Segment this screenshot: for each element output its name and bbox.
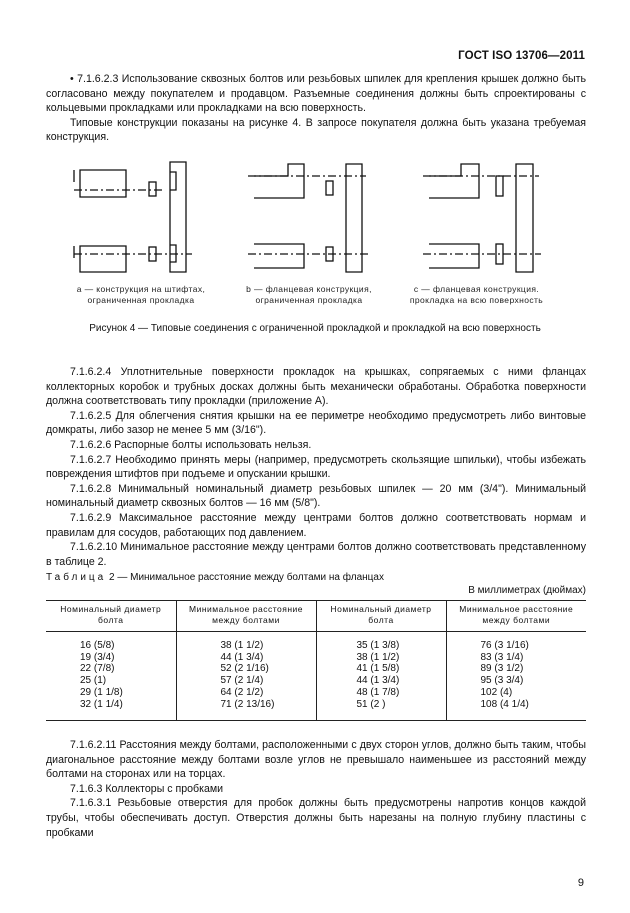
table-cell: 38 (1 1/2) xyxy=(356,651,400,663)
table-cell: 108 (4 1/4) xyxy=(480,698,529,710)
paragraph: 7.1.6.3 Коллекторы с пробками xyxy=(70,782,224,795)
table-cell: 64 (2 1/2) xyxy=(220,686,264,698)
paragraph: 7.1.6.2.6 Распорные болты использовать нельзя. xyxy=(70,438,312,451)
paragraph: 7.1.6.2.8 Минимальный номинальный диаметр резьбовых шпилек — 20 мм (3/4"). Минимальный номинальный диаметр сквозных болтов — 16 мм (5/8"). xyxy=(46,482,586,510)
joint-a-drawing xyxy=(74,162,192,272)
table-caption-text: 2 — Минимальное расстояние между болтами на фланцах xyxy=(109,572,384,583)
table-cell: 16 (5/8) xyxy=(80,640,115,651)
table-caption xyxy=(46,572,384,583)
table-header: Минимальное расстояние между болтами xyxy=(446,601,586,632)
table-cell: 57 (2 1/4) xyxy=(220,675,264,687)
paragraph: • 7.1.6.2.3 Использование сквозных болтов или резьбовых шпилек для крепления крышек должно быть согласовано между покупателем и продавцом. Разъемные соединения должны быть спроектированы с кольцевыми прокладками или прокладками на всю поверхность. xyxy=(46,73,586,115)
table-cell: 32 (1 1/4) xyxy=(80,698,123,710)
table-caption-word: Таблица xyxy=(46,572,107,583)
col-nominal-diameter-1 xyxy=(46,632,176,721)
col-min-distance-1 xyxy=(176,632,316,721)
table-cell: 29 (1 1/8) xyxy=(80,686,123,698)
flange-joints-drawing xyxy=(46,150,586,290)
top-text-block xyxy=(46,72,586,145)
table-cell: 52 (2 1/16) xyxy=(220,663,269,675)
paragraph: Типовые конструкции показаны на рисунке 4. В запросе покупателя должна быть указана требуемая конструкция. xyxy=(46,116,586,144)
table-header: Номинальный диаметр болта xyxy=(46,601,176,632)
middle-text-block xyxy=(46,365,586,569)
col-nominal-diameter-2 xyxy=(316,632,446,721)
table-units: В миллиметрах (дюймах) xyxy=(468,585,586,596)
table-cell: 51 (2 ) xyxy=(356,698,386,710)
table-cell: 44 (1 3/4) xyxy=(220,651,264,663)
table-cell: 48 (1 7/8) xyxy=(356,686,400,698)
bottom-text-block xyxy=(46,738,586,840)
table-cell: 71 (2 13/16) xyxy=(220,698,275,710)
paragraph: 7.1.6.3.1 Резьбовые отверстия для пробок должны быть предусмотрены напротив концов каждой трубы, чтобы обеспечивать доступ. Отверстия должны быть нарезаны на полную глубину пластины с пробками xyxy=(46,797,586,839)
table-cell: 38 (1 1/2) xyxy=(220,640,264,651)
table-cell: 35 (1 3/8) xyxy=(356,640,400,651)
table-cell: 25 (1) xyxy=(80,675,107,687)
figure-4 xyxy=(46,150,586,345)
bolt-spacing-table xyxy=(46,600,586,721)
table-header: Номинальный диаметр болта xyxy=(316,601,446,632)
paragraph: 7.1.6.2.5 Для облегчения снятия крышки на ее периметре необходимо предусмотреть либо винтовые домкраты, либо зазор не менее 5 мм (3/16"). xyxy=(46,409,586,437)
paragraph: 7.1.6.2.9 Максимальное расстояние между центрами болтов должно соответствовать нормам и правилам для сосудов, работающих под давлением. xyxy=(46,511,586,539)
caption-a: a — конструкция на штифтах, ограниченная прокладка xyxy=(76,284,206,305)
table-cell: 95 (3 3/4) xyxy=(480,675,524,687)
table-cell: 19 (3/4) xyxy=(80,651,115,663)
joint-b-drawing xyxy=(248,164,368,272)
document-header: ГОСТ ISO 13706—2011 xyxy=(458,50,585,62)
paragraph: 7.1.6.2.11 Расстояния между болтами, расположенными с двух сторон углов, должно быть таким, чтобы диагональное расстояние между болтами возле углов не превышало наименьшее из расстояний между болтами на сторонах или на торцах. xyxy=(46,739,586,781)
table-cell: 22 (7/8) xyxy=(80,663,115,675)
paragraph: 7.1.6.2.10 Минимальное расстояние между центрами болтов должно соответствовать представленному в таблице 2. xyxy=(46,541,586,568)
table-cell: 41 (1 5/8) xyxy=(356,663,400,675)
caption-b: b — фланцевая конструкция, ограниченная прокладка xyxy=(246,284,372,305)
col-min-distance-2 xyxy=(446,632,586,721)
table-header-row xyxy=(46,601,586,632)
table-header: Минимальное расстояние между болтами xyxy=(176,601,316,632)
table-cell: 76 (3 1/16) xyxy=(480,640,529,651)
paragraph: 7.1.6.2.4 Уплотнительные поверхности прокладок на крышках, сопрягаемых с ними фланцах коллекторных коробок и трубных досках должны быть механически обработаны. Обработка поверхности должна соответствовать типу прокладки (приложение А). xyxy=(46,366,586,408)
table-cell: 89 (3 1/2) xyxy=(480,663,524,675)
caption-c: c — фланцевая конструкция. прокладка на всю поверхность xyxy=(409,284,544,305)
table-cell: 102 (4) xyxy=(480,686,513,698)
page-number: 9 xyxy=(577,877,584,889)
table-cell: 44 (1 3/4) xyxy=(356,675,400,687)
paragraph: 7.1.6.2.7 Необходимо принять меры (например, предусмотреть скользящие шпильки), чтобы избежать повреждения штифтов при подъеме и опускании крышки. xyxy=(46,453,586,481)
joint-c-drawing xyxy=(423,164,541,272)
table-cell: 83 (3 1/4) xyxy=(480,651,524,663)
table-row xyxy=(46,632,586,721)
figure-title: Рисунок 4 — Типовые соединения с ограниченной прокладкой и прокладкой на всю поверхность xyxy=(89,323,541,334)
